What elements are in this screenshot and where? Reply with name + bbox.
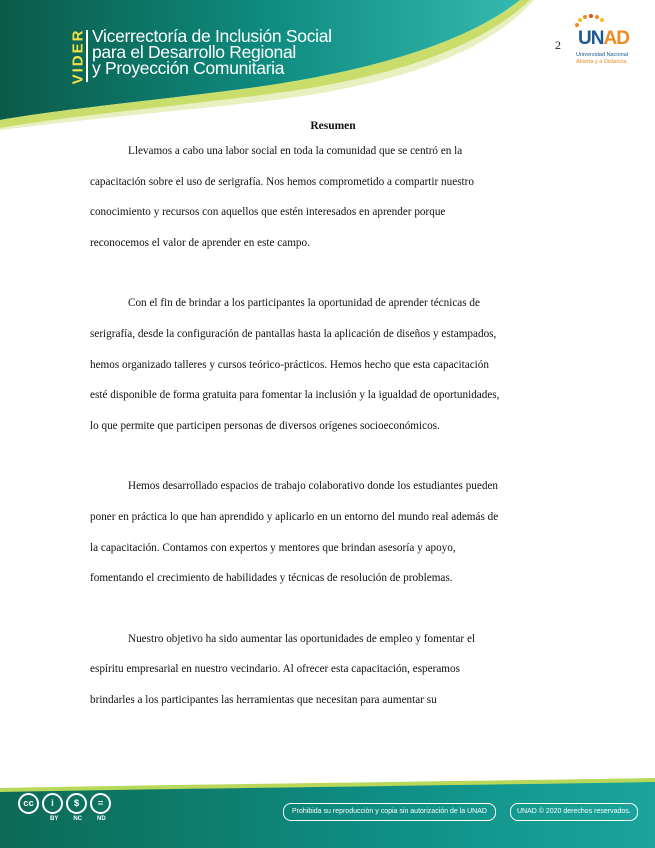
text-line: conocimiento y recursos con aquellos que estén interesados en aprender porque [90,206,446,219]
noderivatives-icon: = [90,793,111,814]
paragraph [90,471,562,593]
text-line: Con el fin de brindar a los participantes la oportunidad de aprender técnicas de [128,297,480,310]
text-line: fomentando el crecimiento de habilidades y técnicas de resolución de problemas. [90,572,453,585]
vider-mark [64,28,88,85]
page-number: 2 [555,38,561,52]
vider-label: VIDER [69,28,87,85]
cc-label-nc: NC [73,816,83,822]
text-line: lo que permite que participen personas de diversos orígenes socioeconómicos. [90,419,440,432]
logo-letters-ad: AD [603,28,629,49]
text-line: Llevamos a cabo una labor social en toda la comunidad que se centró en la [128,145,463,157]
header-title-line: Vicerrectoría de Inclusión Social [92,26,332,46]
text-line: esté disponible de forma gratuita para fomentar la inclusión y la igualdad de oportunidades, [90,389,500,402]
text-line: poner en práctica lo que han aprendido y aplicarlo en un entorno del mundo real además de [90,510,499,523]
cc-icon: cc [18,793,39,814]
logo-letter-u: U [578,28,591,49]
text-line: brindarles a los participantes las herramientas que necesitan para aumentar su [90,693,437,706]
logo-subtitle-1: Universidad Nacional [576,52,628,58]
text-line: serigrafía, desde la configuración de pantallas hasta la aplicación de diseños y estampados, [90,327,497,340]
header-title-line: y Proyección Comunitaria [92,58,285,78]
logo-wordmark [578,28,629,50]
document-body [90,118,562,716]
paragraph [90,624,562,716]
creative-commons-badge [18,793,111,814]
section-heading: Resumen [310,120,356,132]
text-line: la capacitación. Contamos con expertos y mentores que brindan asesoría y apoyo, [90,541,456,554]
attribution-icon: i [42,793,63,814]
paragraph [90,288,562,441]
unad-logo [572,14,644,70]
cc-label-nd: ND [97,816,106,822]
footer-banner [0,778,655,848]
logo-letter-n: N [590,28,604,49]
text-line: espíritu empresarial en nuestro vecindario. Al ofrecer esta capacitación, esperamos [90,663,460,676]
copyright-notice: Prohibida su reproducción y copia sin autorización de la UNAD [283,803,496,821]
cc-labels [50,816,106,822]
paragraph [90,136,562,258]
noncommercial-icon: $ [66,793,87,814]
header-title [92,28,332,76]
logo-subtitle-2: Abierta y a Distancia [576,59,627,65]
header-banner [0,0,655,130]
cc-label-by: BY [50,816,59,822]
text-line: Nuestro objetivo ha sido aumentar las oportunidades de empleo y fomentar el [128,632,476,645]
text-line: Hemos desarrollado espacios de trabajo colaborativo donde los estudiantes pueden [128,480,499,493]
header-title-line: para el Desarrollo Regional [92,42,296,62]
text-line: capacitación sobre el uso de serigrafía. Nos hemos comprometido a compartir nuestro [90,175,474,188]
text-line: reconocemos el valor de aprender en este campo. [90,236,310,249]
text-line: hemos organizado talleres y cursos teórico-prácticos. Hemos hecho que esta capacitación [90,358,489,371]
rights-notice: UNAD © 2020 derechos reservados. [510,803,638,821]
